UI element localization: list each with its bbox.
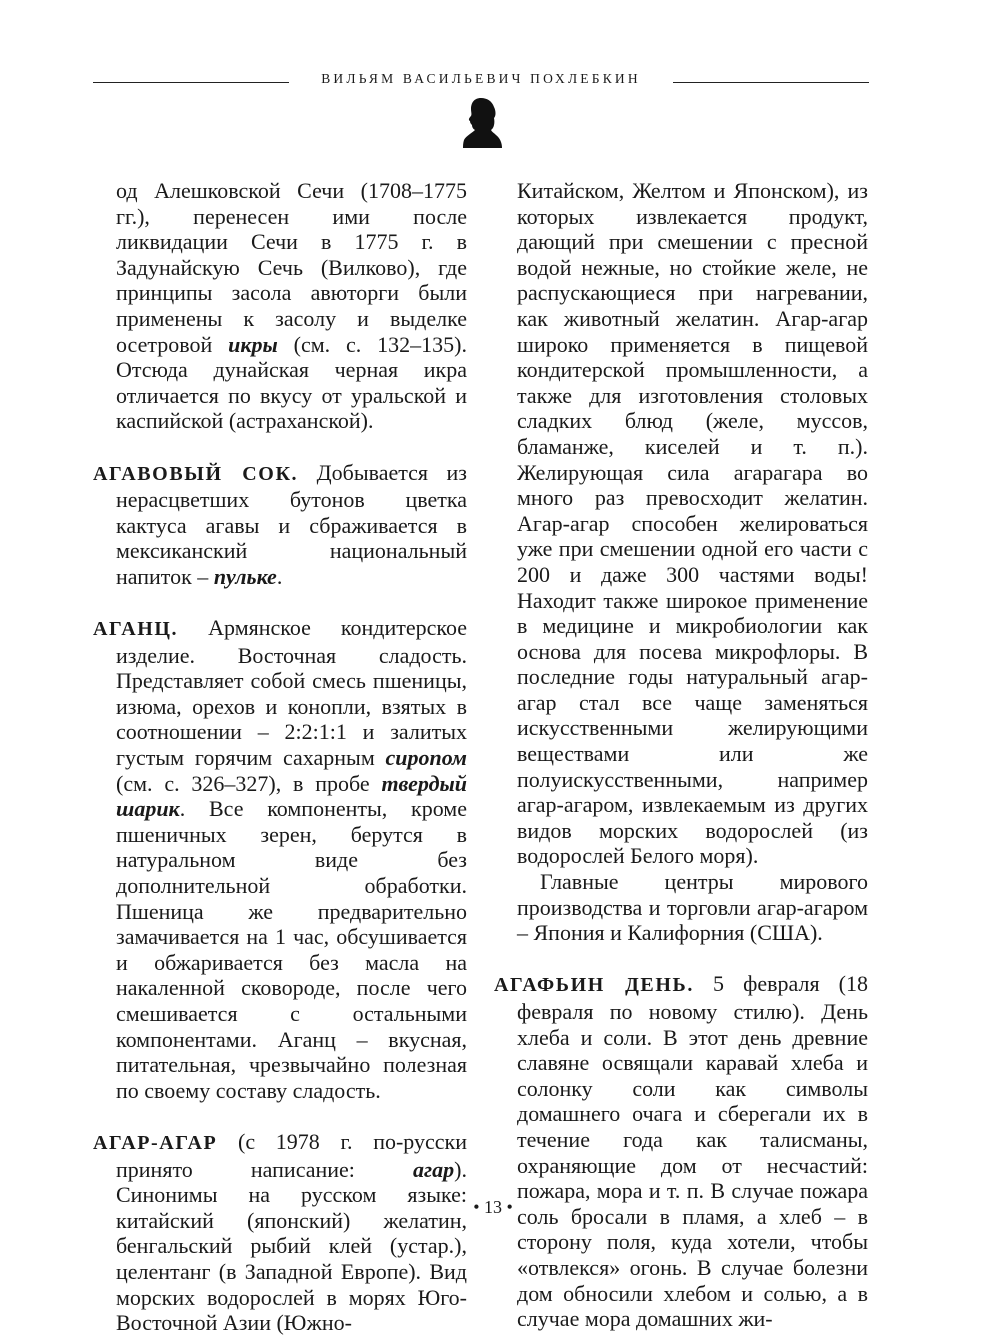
page-number: • 13 • (473, 1197, 513, 1217)
entry-headword: АГАНЦ. (93, 618, 179, 641)
header-author-name: ВИЛЬЯМ ВАСИЛЬЕВИЧ ПОХЛЕБКИН (321, 71, 641, 86)
header-rule-right (673, 82, 869, 83)
entry-headword: АГАР-АГАР (93, 1131, 218, 1154)
cross-reference: твердый шарик (116, 770, 467, 822)
cross-reference: агар (413, 1156, 455, 1182)
entry-headword: АГАФЬИН ДЕНЬ. (494, 974, 694, 997)
entry-agar-agar-continuation: Китайском, Желтом и Японском), из которых извлекается продукт, дающий при смешении с пресной водой нежные, но стойкие желе, не распускающиеся при нагревании, как животный желатин. Агар-агар широко применяется в пищевой кондитерской промышленности, а также для изготовления столовых сладких блюд (желе, муссов, бламанже, киселей и т. п.). Желирующая сила агарагара во много раз превосходит желатин. Агар-агар способен желироваться уже при смешении одной его части с 200 и даже 300 частями воды! Находит также широкое применение в медицине и микробиологии как основа для посева микрофлоры. В последние годы натуральный агар-агар стал все чаще заменяться искусственными желирующими веществами или же полуискусственными, например агар-агаром, извлекаемым из других видов морских водорослей (из водорослей Белого моря). (517, 178, 868, 869)
entry-headword: АГАВОВЫЙ СОК. (93, 462, 299, 485)
cross-reference: сиропом (385, 745, 467, 771)
header-rule-left (93, 82, 289, 83)
entry-aganc: АГАНЦ. Армянское кондитерское изделие. Восточная сладость. Представляет собой смесь пшеницы, изюма, орехов и конопли, взятых в соотношении – 2:2:1:1 и залитых густым горячим сахарным сиропом (см. с. 326–327), в пробе твердый шарик. Все компоненты, кроме пшеничных зерен, берутся в натуральном виде без дополнительной обработки. Пшеница же предварительно замачивается на 1 час, обсушивается и обжаривается без масла на накаленной сковороде, после чего смешивается с остальными компонентами. Аганц – вкусная, питательная, чрезвычайно полезная по своему составу сладость. (93, 615, 467, 1103)
entry-agar-agar: АГАР-АГАР (с 1978 г. по-русски принято написание: агар). Синонимы на русском языке: китайский (японский) желатин, бенгальский рыбий клей (устар.), целентанг (в Западной Европе). Вид морских водорослей в морях Юго-Восточной Азии (Южно- (93, 1128, 467, 1336)
entry-agar-agar-paragraph: Главные центры мирового производства и торговли агар-агаром – Япония и Калифорния (США). (517, 869, 868, 946)
author-silhouette-icon (460, 96, 504, 148)
cross-reference: икры (228, 331, 278, 357)
right-column (494, 178, 868, 1332)
entry-agavovy-sok: АГАВОВЫЙ СОК. Добывается из нерасцветших бутонов цветка кактуса агавы и сбраживается в мексиканский национальный напиток – пульке. (93, 459, 468, 589)
entry-continuation: од Алешковской Сечи (1708–1775 гг.), перенесен ими после ликвидации Сечи в 1775 г. в Задунайскую Сечь (Вилково), где принципы засола авюторги были применены к засолу и выделке осетровой икры (см. с. 132–135). Отсюда дунайская черная икра отличается по вкусу от уральской и каспийской (астраханской). (116, 178, 467, 434)
running-header (93, 66, 869, 96)
cross-reference: пульке (213, 563, 277, 589)
left-column (93, 178, 467, 1336)
entry-agafyin-den: АГАФЬИН ДЕНЬ. 5 февраля (18 февраля по новому стилю). День хлеба и соли. В этот день древние славяне освящали каравай хлеба и солонку соли как символы домашнего очага и сберегали их в течение года как талисманы, охраняющие дом от несчастий: пожара, мора и т. п. В случае пожара соль бросали в пламя, а хлеб – в сторону поля, куда хотели, чтобы «отвлекся» огонь. В случае болезни дом обносили хлебом и солью, а в случае мора домашних жи- (494, 971, 868, 1332)
